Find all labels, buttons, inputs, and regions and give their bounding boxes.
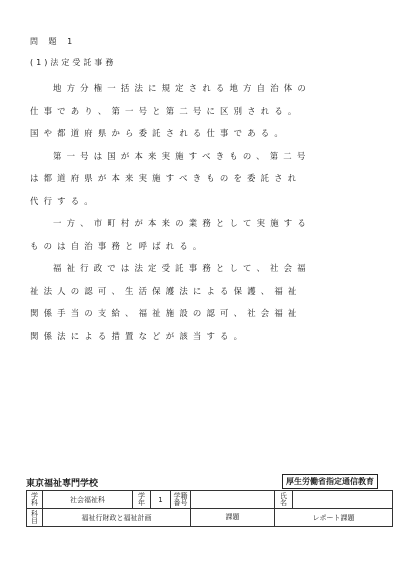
text-line: 福祉行政では法定受託事務として、社会福 xyxy=(53,263,311,273)
assignment-label: 課題 xyxy=(191,509,275,527)
text-line: 関係手当の支給、福祉施設の認可、社会福祉 xyxy=(30,308,302,318)
text-line: 第一号は国が本来実施すべきもの、第二号 xyxy=(53,150,311,161)
question-number: 問 題 1 xyxy=(30,37,77,46)
name-value[interactable] xyxy=(293,491,393,509)
section-title: (1)法定受託事務 xyxy=(30,58,117,67)
text-line: 国や都道府県から委託される仕事である。 xyxy=(30,128,288,138)
year-label: 学 年 xyxy=(133,491,151,509)
school-name: 東京福祉専門学校 xyxy=(26,479,99,489)
name-label: 氏 名 xyxy=(275,491,293,509)
text-line: 地方分権一括法に規定される地方自治体の xyxy=(53,83,311,93)
text-line: 一方、市町村が本来の業務として実施する xyxy=(53,218,311,228)
text-line: 祉法人の認可、生活保護法による保護、福祉 xyxy=(30,285,302,296)
report-body xyxy=(30,77,390,347)
text-line: 仕事であり、第一号と第二号に区別される。 xyxy=(30,105,302,116)
student-number-value[interactable] xyxy=(191,491,275,509)
text-line: ものは自治事務と呼ばれる。 xyxy=(30,240,207,251)
table-row xyxy=(27,491,393,509)
text-line: 代行する。 xyxy=(30,195,98,206)
certification-badge: 厚生労働省指定通信教育 xyxy=(282,474,378,489)
department-value: 社会福祉科 xyxy=(43,491,133,509)
assignment-value: レポート課題 xyxy=(275,509,393,527)
table-row xyxy=(27,509,393,527)
text-line: は都道府県が本来実施すべきものを委託され xyxy=(30,173,302,183)
student-number-label: 学籍 番号 xyxy=(171,491,191,509)
subject-label: 科 目 xyxy=(27,509,43,527)
year-value: 1 xyxy=(151,491,171,509)
text-line: 関係法による措置などが該当する。 xyxy=(30,330,248,341)
department-label: 学 科 xyxy=(27,491,43,509)
subject-value: 福祉行財政と福祉計画 xyxy=(43,509,191,527)
student-info-table xyxy=(26,490,393,527)
